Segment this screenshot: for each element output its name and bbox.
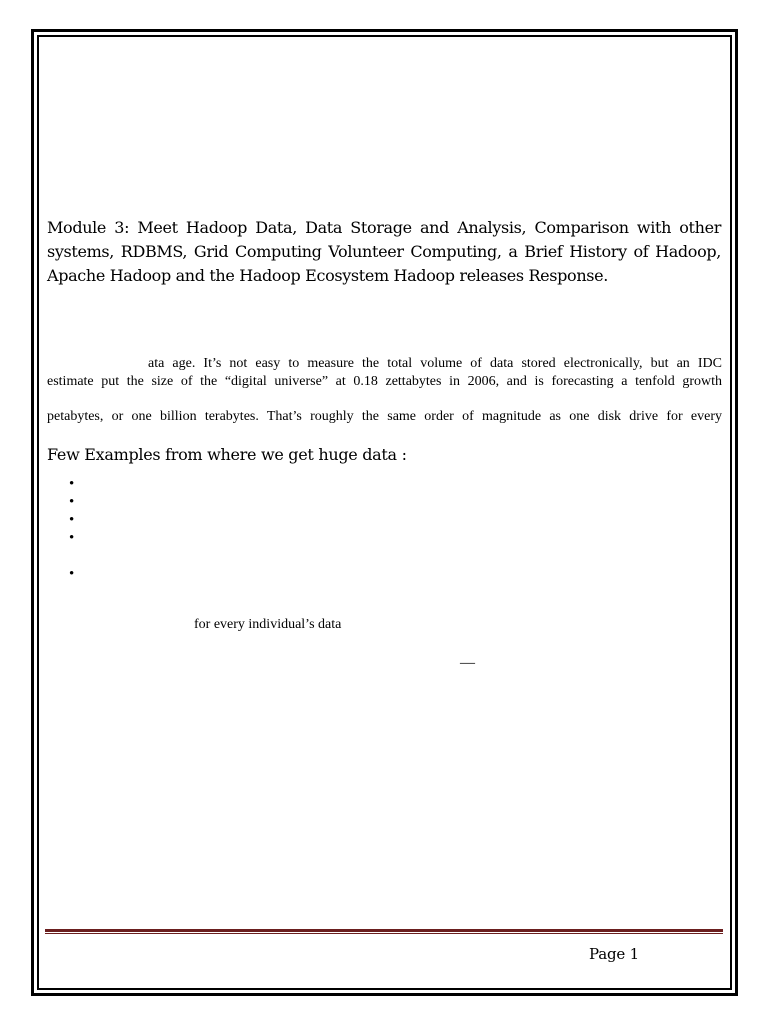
body-line-2: estimate put the size of the “digital universe” at 0.18 zettabytes in 2006, and is forecasting a tenfold growth [47, 374, 722, 389]
page-border-inner [37, 35, 732, 990]
dash-mark: — [460, 655, 475, 671]
footer-rule [45, 929, 723, 934]
page-number: Page 1 [589, 945, 639, 963]
bullet-item-3: • [69, 512, 75, 528]
individual-data-text: for every individual’s data [194, 617, 342, 632]
module-heading: Module 3: Meet Hadoop Data, Data Storage and Analysis, Comparison with other systems, RDBMS, Grid Computing Volunteer Computing, a Brief History of Hadoop, Apache Hadoop and the Hadoop Ecosystem Hadoop releases Response. [47, 218, 721, 285]
bullet-item-2: • [69, 494, 75, 510]
bullet-item-1: • [69, 476, 75, 492]
body-line-3: petabytes, or one billion terabytes. That’s roughly the same order of magnitude as one disk drive for every [47, 409, 722, 424]
body-line-1: ata age. It’s not easy to measure the total volume of data stored electronically, but an IDC [148, 356, 722, 371]
examples-heading: Few Examples from where we get huge data : [47, 445, 407, 464]
bullet-item-4: • [69, 530, 75, 546]
bullet-item-5: • [69, 566, 75, 582]
